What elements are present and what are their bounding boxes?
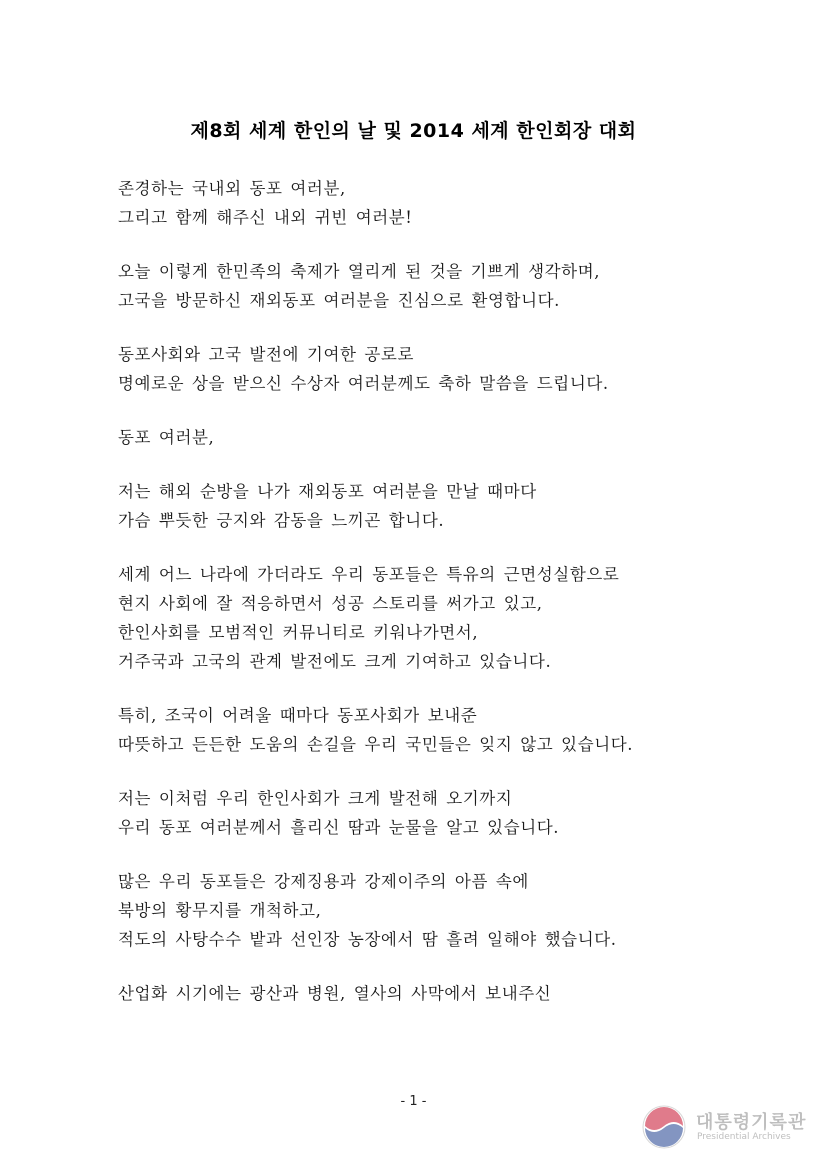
watermark-subtitle: Presidential Archives [697, 1132, 791, 1142]
archive-watermark [641, 1104, 816, 1152]
text-line: 현지 사회에 잘 적응하면서 성공 스토리를 써가고 있고, [118, 594, 543, 613]
text-line: 적도의 사탕수수 밭과 선인장 농장에서 땀 흘려 일해야 했습니다. [118, 930, 617, 949]
watermark-title: 대통령기록관 [696, 1112, 807, 1133]
text-line: 가슴 뿌듯한 긍지와 감동을 느끼곤 합니다. [118, 511, 445, 530]
paragraph [118, 784, 718, 842]
paragraph [118, 477, 718, 535]
speech-body [118, 174, 718, 1033]
text-line: 동포사회와 고국 발전에 기여한 공로로 [118, 345, 415, 364]
paragraph [118, 257, 718, 315]
paragraph [118, 423, 718, 452]
text-line: 고국을 방문하신 재외동포 여러분을 진심으로 환영합니다. [118, 291, 561, 310]
text-line: 오늘 이렇게 한민족의 축제가 열리게 된 것을 기쁘게 생각하며, [118, 262, 601, 281]
text-line: 우리 동포 여러분께서 흘리신 땀과 눈물을 알고 있습니다. [118, 818, 560, 837]
page-number: - 1 - [400, 1094, 427, 1109]
text-line: 존경하는 국내외 동포 여러분, [118, 179, 346, 198]
text-line: 산업화 시기에는 광산과 병원, 열사의 사막에서 보내주신 [118, 984, 552, 1003]
presidential-archives-logo-icon [641, 1104, 687, 1150]
paragraph [118, 979, 718, 1008]
text-line: 특히, 조국이 어려울 때마다 동포사회가 보내준 [118, 706, 478, 725]
document-title: 제8회 세계 한인의 날 및 2014 세계 한인회장 대회 [190, 120, 637, 142]
text-line: 그리고 함께 해주신 내외 귀빈 여러분! [118, 208, 413, 227]
text-line: 저는 이처럼 우리 한인사회가 크게 발전해 오기까지 [118, 789, 513, 808]
text-line: 거주국과 고국의 관계 발전에도 크게 기여하고 있습니다. [118, 652, 552, 671]
text-line: 동포 여러분, [118, 428, 215, 447]
text-line: 저는 해외 순방을 나가 재외동포 여러분을 만날 때마다 [118, 482, 537, 501]
paragraph [118, 340, 718, 398]
paragraph [118, 867, 718, 954]
text-line: 북방의 황무지를 개척하고, [118, 901, 322, 920]
paragraph [118, 560, 718, 676]
text-line: 명예로운 상을 받으신 수상자 여러분께도 축하 말씀을 드립니다. [118, 374, 609, 393]
text-line: 한인사회를 모범적인 커뮤니티로 키워나가면서, [118, 623, 479, 642]
paragraph [118, 174, 718, 232]
text-line: 따뜻하고 든든한 도움의 손길을 우리 국민들은 잊지 않고 있습니다. [118, 735, 634, 754]
text-line: 많은 우리 동포들은 강제징용과 강제이주의 아픔 속에 [118, 872, 529, 891]
text-line: 세계 어느 나라에 가더라도 우리 동포들은 특유의 근면성실함으로 [118, 565, 620, 584]
paragraph [118, 701, 718, 759]
